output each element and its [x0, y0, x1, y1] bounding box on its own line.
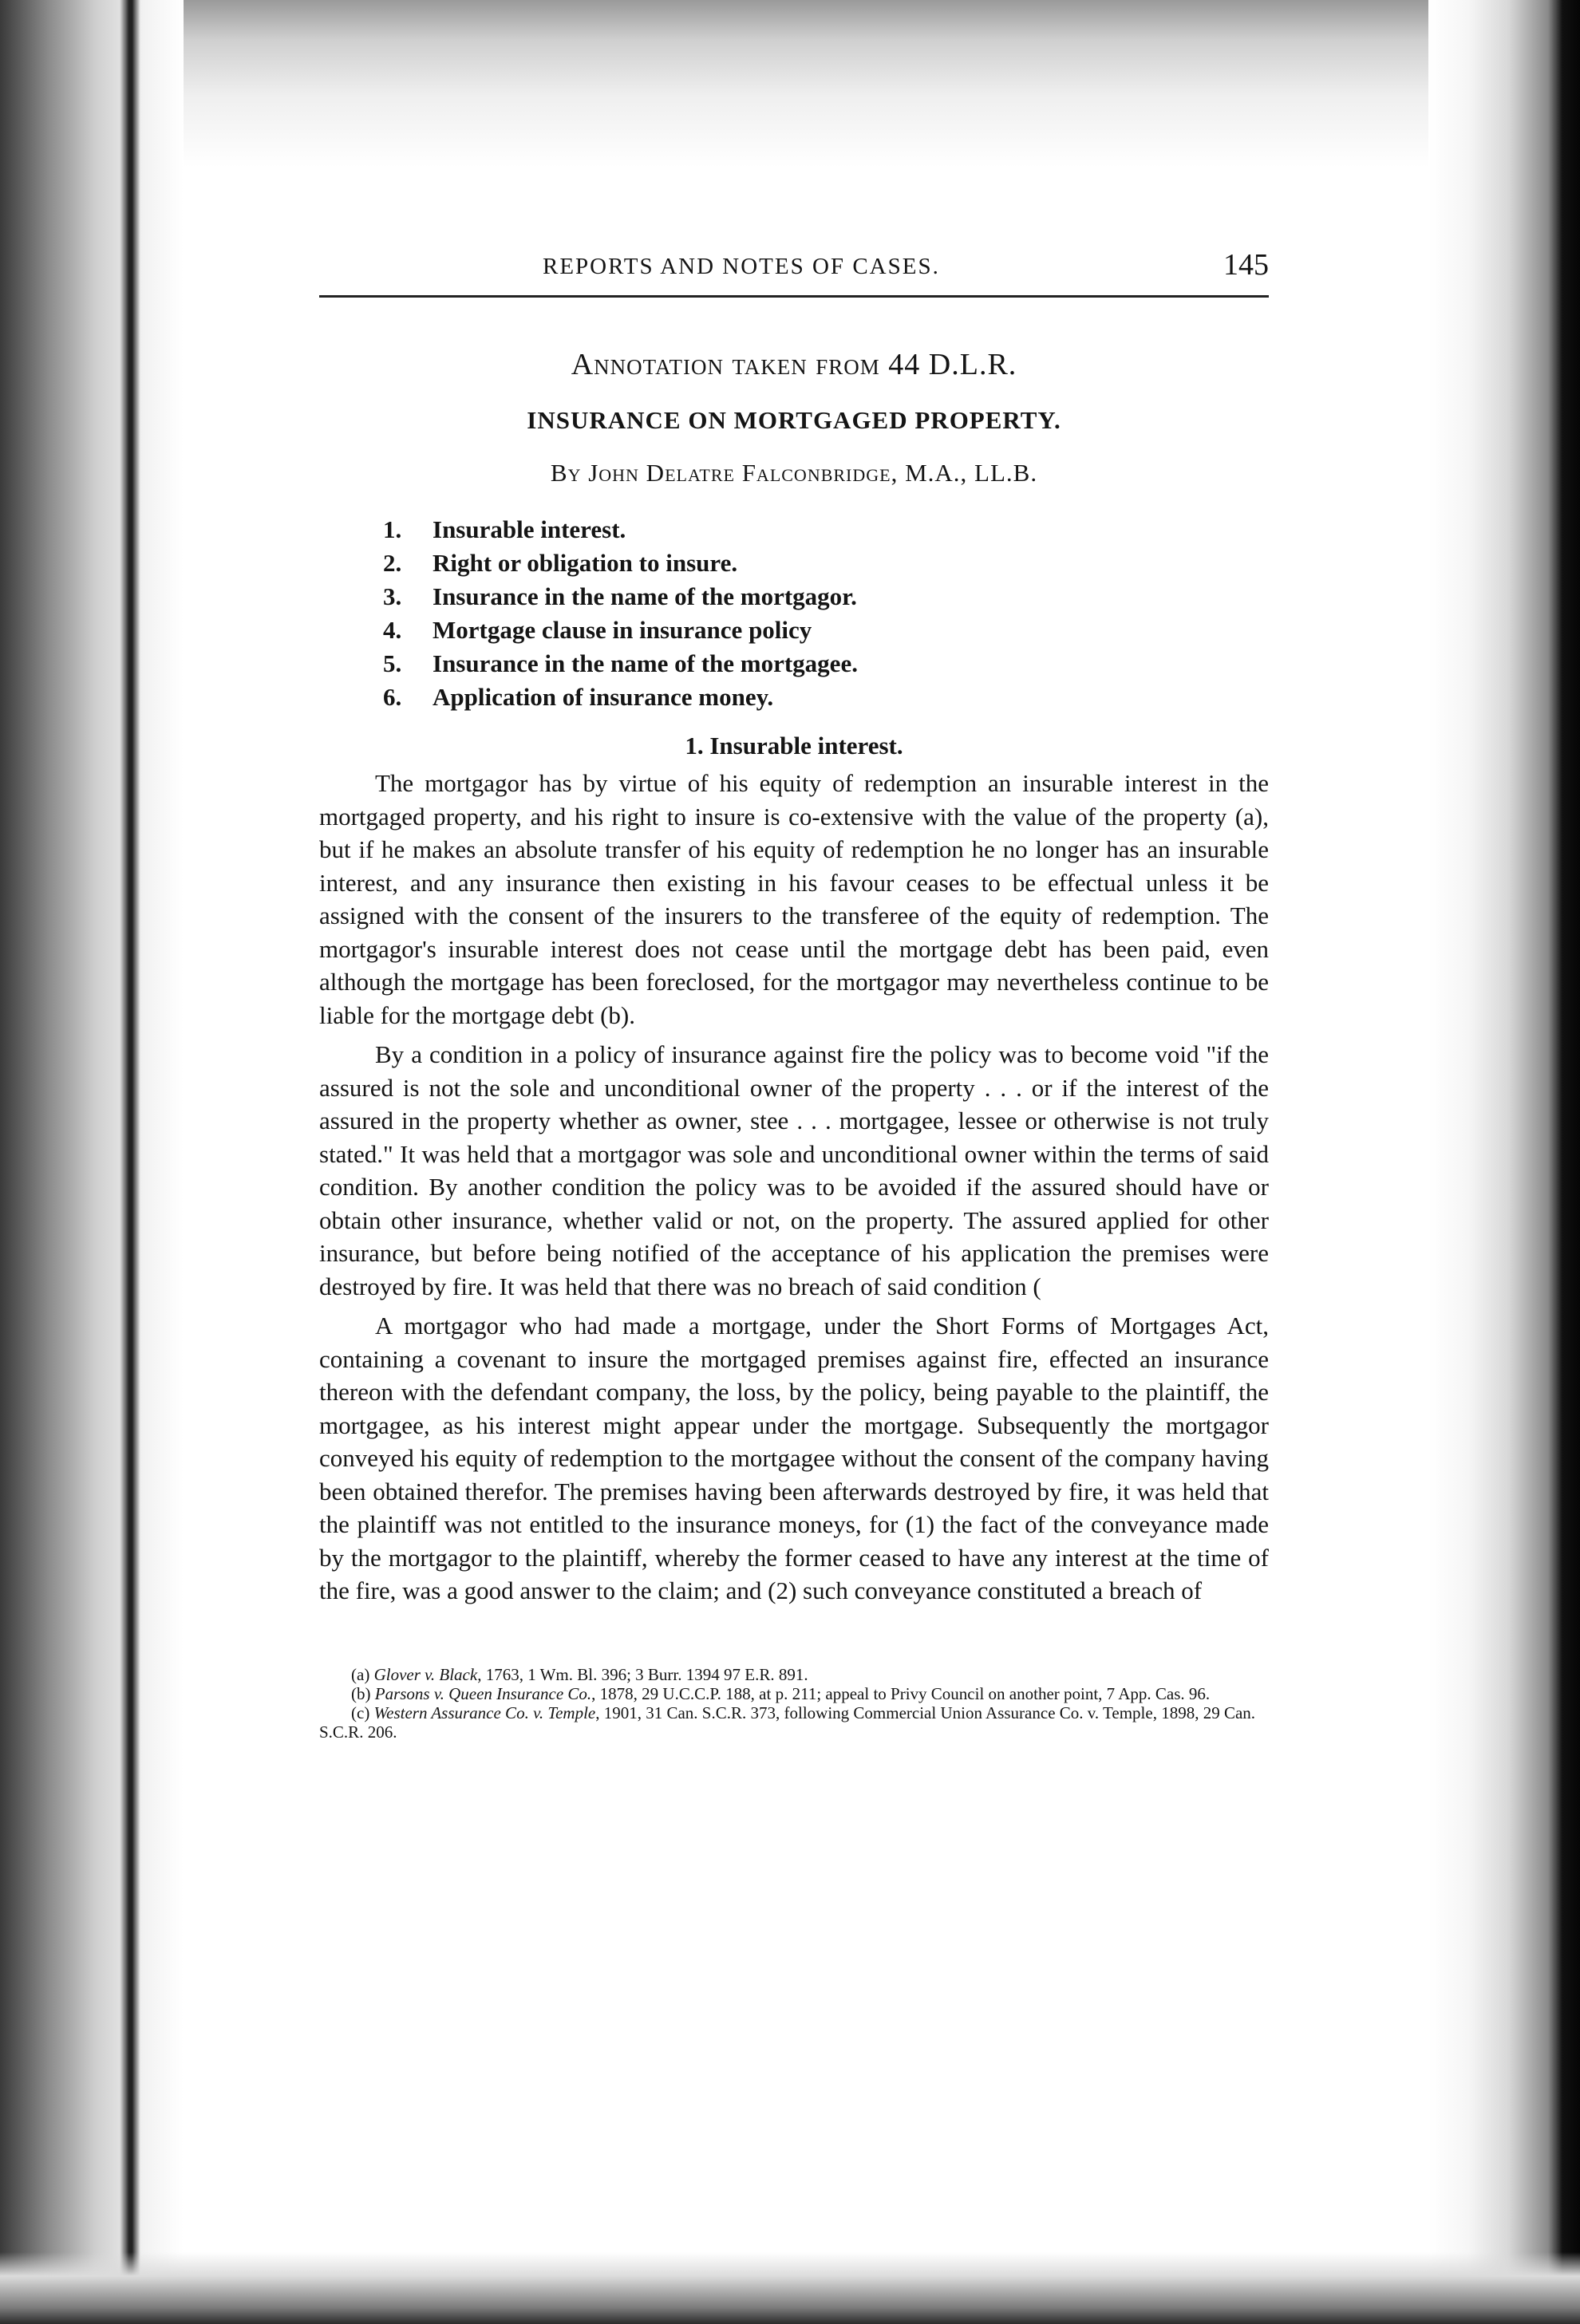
- footnote: (c) Western Assurance Co. v. Temple, 1901, 31 Can. S.C.R. 373, following Commercial Union Assurance Co. v. Temple, 1898, 29 Can. S.C.R. 206.: [319, 1703, 1256, 1742]
- scan-top-edge: [0, 0, 1580, 168]
- toc-item: 6. Application of insurance money.: [383, 683, 774, 711]
- section-heading: 1. Insurable interest.: [685, 732, 903, 760]
- scan-left-edge: [0, 0, 184, 2324]
- scan-bottom-edge: [0, 2252, 1580, 2324]
- scan-right-edge: [1428, 0, 1580, 2324]
- footnote: (b) Parsons v. Queen Insurance Co., 1878, 29 U.C.C.P. 188, at p. 211; appeal to Privy Council on another point, 7 App. Cas. 96.: [351, 1683, 1211, 1703]
- scan-binding-shadow: [120, 0, 140, 2324]
- footnote: (a) Glover v. Black, 1763, 1 Wm. Bl. 396; 3 Burr. 1394 97 E.R. 891.: [351, 1664, 808, 1684]
- footnotes: [319, 1665, 1269, 1742]
- body-paragraph: By a condition in a policy of insurance against fire the policy was to become void "if the assured is not the sole and unconditional owner of the property . . . or if the interest of the assured in the property whether as owner, stee . . . mortgagee, lessee or otherwise is not truly stated." It was held that a mortgagor was sole and unconditional owner within the terms of said condition. By another condition the policy was to be avoided if the assured should have or obtain other insurance, whether valid or not, on the property. The assured applied for other insurance, but before being notified of the acceptance of his application the premises were destroyed by fire. It was held that there was no breach of said condition (: [319, 1040, 1269, 1300]
- author-line: By John Delatre Falconbridge, M.A., LL.B.: [550, 459, 1038, 487]
- annotation-source-line: Annotation taken from 44 D.L.R.: [571, 348, 1017, 381]
- toc-item: 1. Insurable interest.: [383, 515, 626, 543]
- page-number: 145: [1223, 248, 1269, 282]
- running-header: [319, 247, 1269, 298]
- table-of-contents: [383, 513, 1269, 714]
- toc-item: 4. Mortgage clause in insurance policy: [383, 616, 812, 644]
- toc-item: 2. Right or obligation to insure.: [383, 549, 738, 577]
- article-title: INSURANCE ON MORTGAGED PROPERTY.: [527, 406, 1061, 434]
- toc-item: 3. Insurance in the name of the mortgagor.: [383, 582, 857, 610]
- book-page: [319, 247, 1269, 1742]
- body-paragraph: A mortgagor who had made a mortgage, under the Short Forms of Mortgages Act, containing a covenant to insure the mortgaged premises against fire, effected an insurance thereon with the defendant company, the loss, by the policy, being payable to the plaintiff, the mortgagee, as his interest might appear under the mortgage. Subsequently the mortgagor conveyed his equity of redemption to the mortgagee without the consent of the company having been obtained therefor. The premises having been afterwards destroyed by fire, it was held that the plaintiff was not entitled to the insurance moneys, for (1) the fact of the conveyance made by the mortgagor to the plaintiff, whereby the former ceased to have any interest at the time of the fire, was a good answer to the claim; and (2) such conveyance constituted a breach of: [319, 1312, 1269, 1604]
- toc-item: 5. Insurance in the name of the mortgagee.: [383, 649, 858, 677]
- running-title: REPORTS AND NOTES OF CASES.: [543, 254, 940, 279]
- body-paragraph: The mortgagor has by virtue of his equity of redemption an insurable interest in the mortgaged property, and his right to insure is co-extensive with the value of the property (a), but if he makes an absolute transfer of his equity of redemption he no longer has an insurable interest, and any insurance then existing in his favour ceases to be effectual unless it be assigned with the consent of the insurers to the transferee of the equity of redemption. The mortgagor's insurable interest does not cease until the mortgage debt has been paid, even although the mortgage has been foreclosed, for the mortgagor may nevertheless continue to be liable for the mortgage debt (b).: [319, 769, 1269, 1029]
